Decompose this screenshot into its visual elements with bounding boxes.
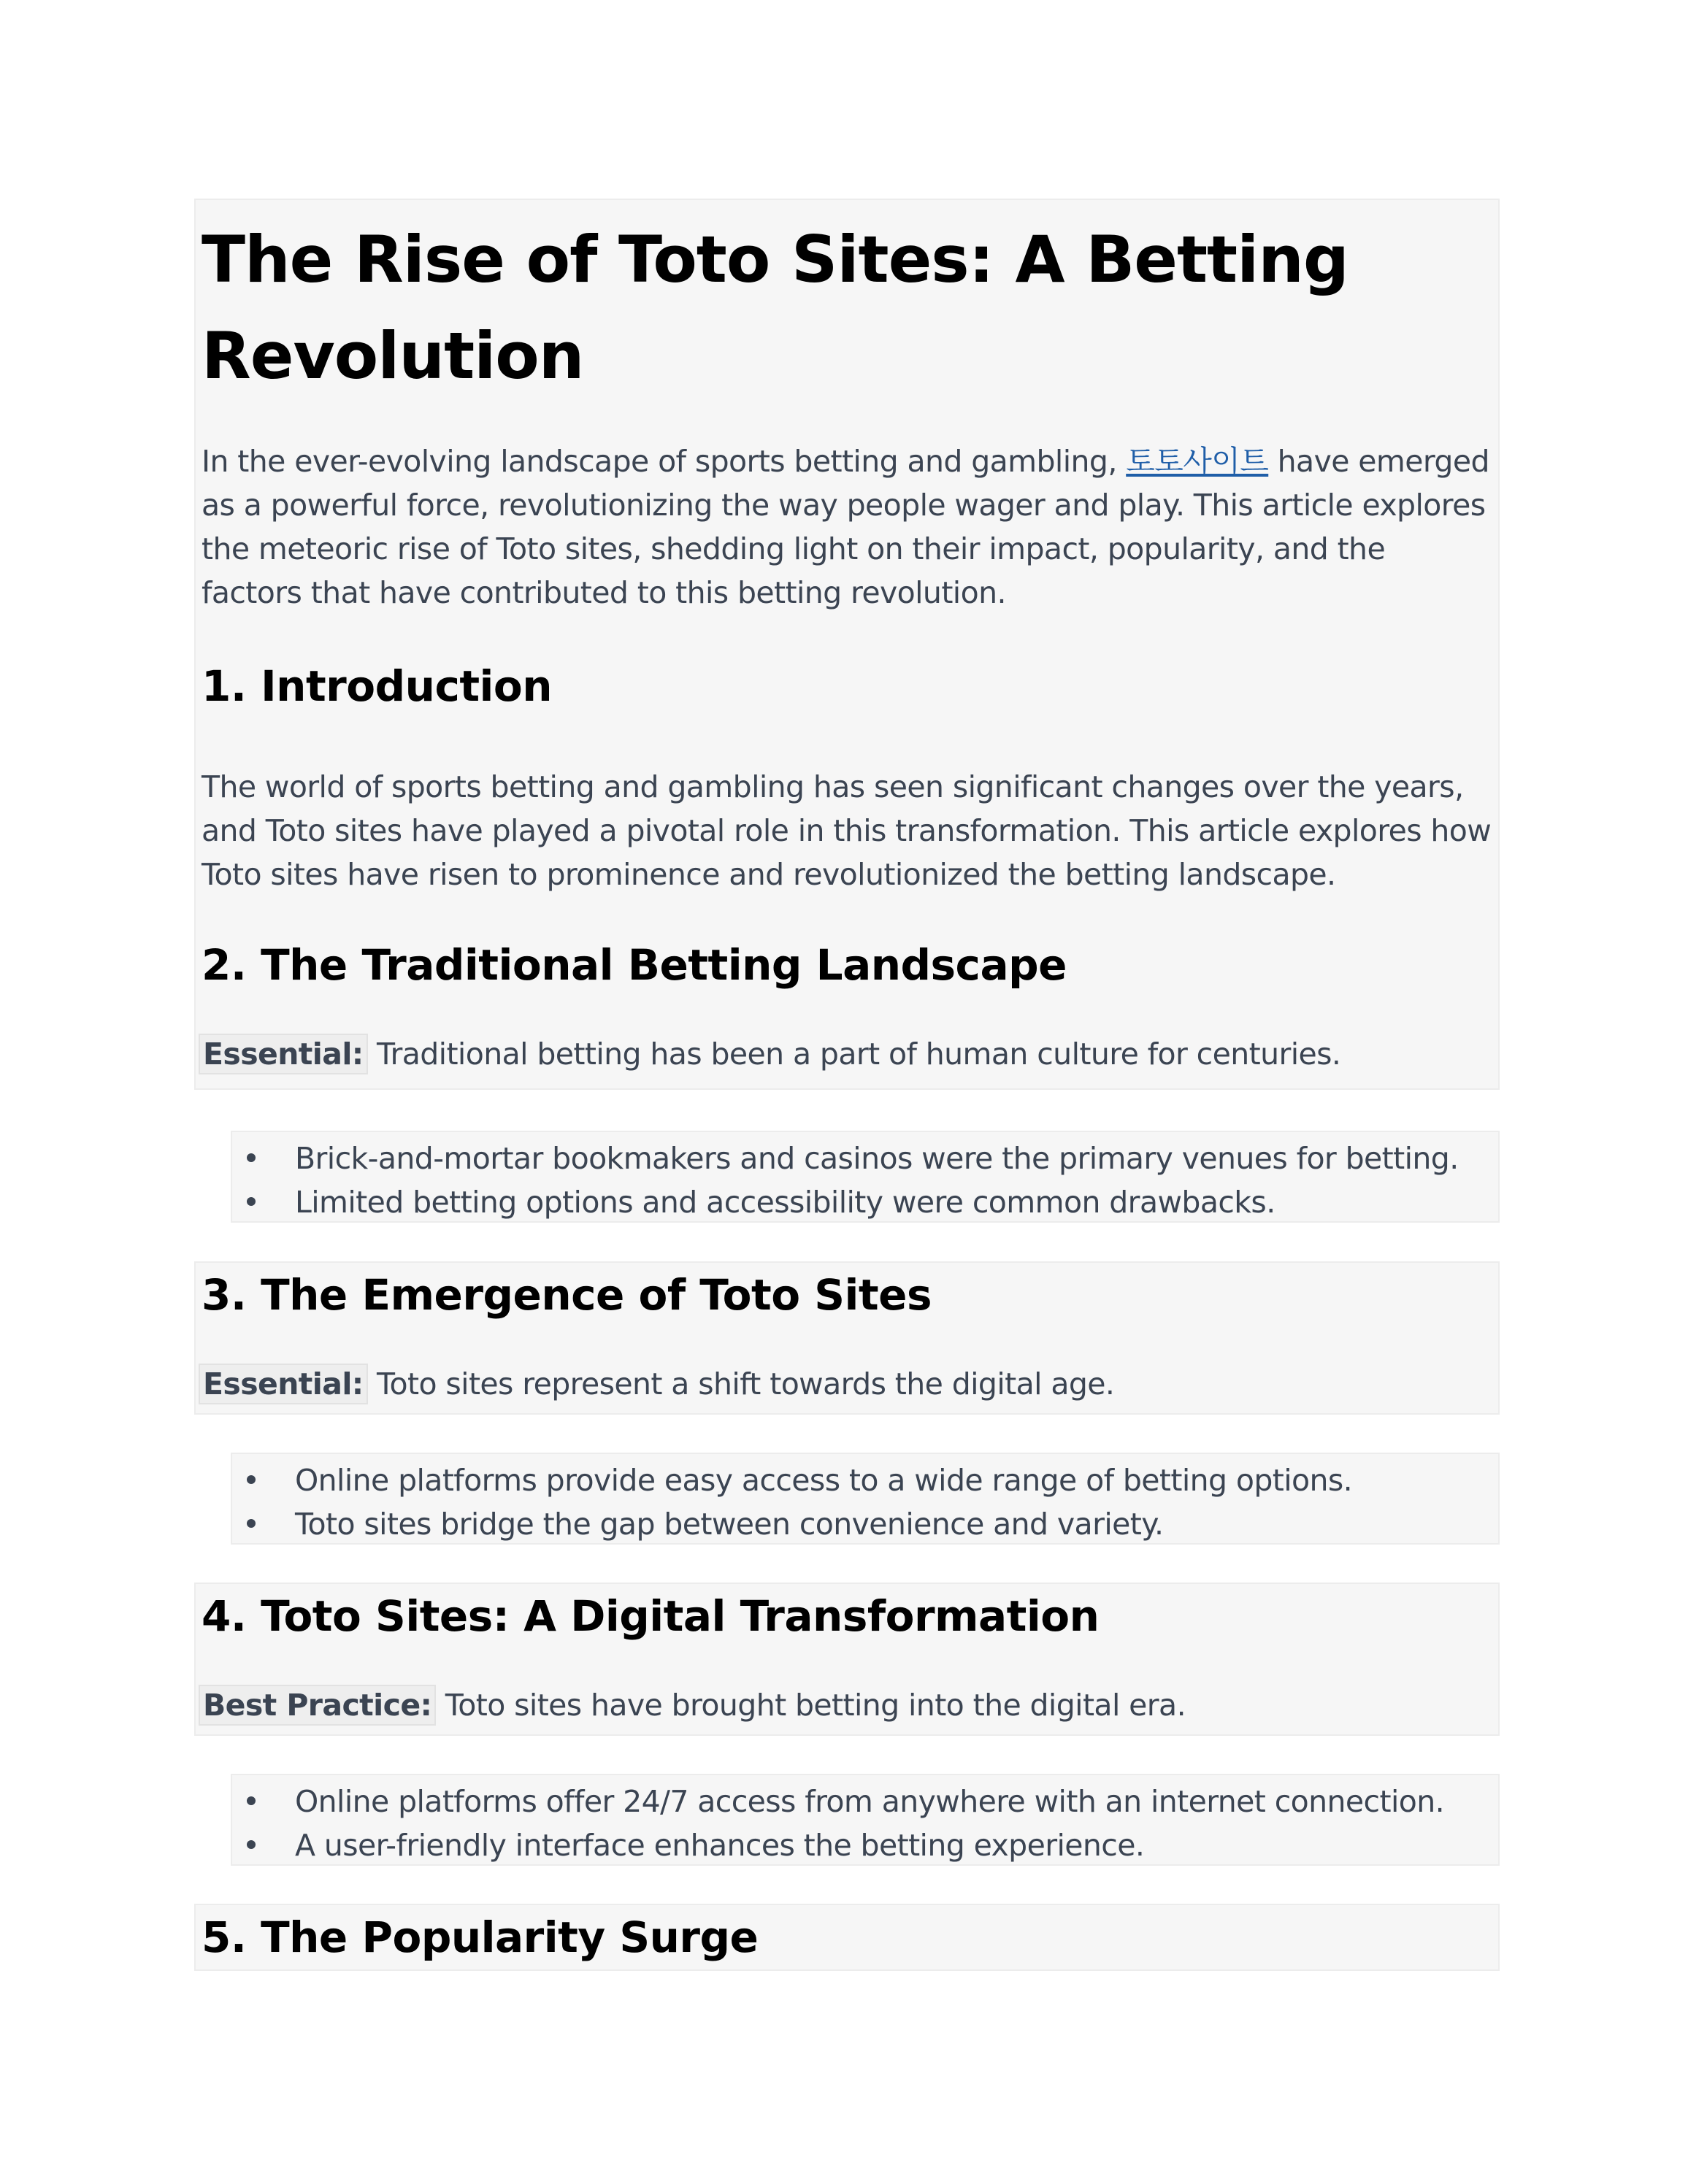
essential-tag: Essential: <box>199 1364 368 1404</box>
section2-heading: 2. The Traditional Betting Landscape <box>202 940 1067 990</box>
section3-block <box>194 1261 1500 1415</box>
list-item: A user-friendly interface enhances the betting experience. <box>247 1828 1144 1863</box>
section3-heading: 3. The Emergence of Toto Sites <box>202 1270 932 1320</box>
intro-line2: as a powerful force, revolutionizing the way people wager and play. This article explores <box>202 488 1486 523</box>
section1-line3: Toto sites have risen to prominence and revolutionized the betting landscape. <box>202 857 1336 892</box>
section4-best-practice <box>202 1688 1186 1723</box>
section3-essential-text: Toto sites represent a shift towards the digital age. <box>377 1366 1115 1401</box>
intro-line3: the meteoric rise of Toto sites, shedding light on their impact, popularity, and the <box>202 531 1386 566</box>
intro-line1-before: In the ever-evolving landscape of sports betting and gambling, <box>202 444 1117 479</box>
list-item: Online platforms offer 24/7 access from anywhere with an internet connection. <box>247 1784 1444 1819</box>
bullet-icon <box>247 1153 256 1162</box>
section5-block <box>194 1904 1500 1971</box>
section4-heading: 4. Toto Sites: A Digital Transformation <box>202 1591 1100 1641</box>
section1-heading: 1. Introduction <box>202 661 553 711</box>
section2-bullet-list <box>231 1131 1500 1223</box>
page-title-line1: The Rise of Toto Sites: A Betting <box>202 222 1349 297</box>
list-item: Brick-and-mortar bookmakers and casinos were the primary venues for betting. <box>247 1141 1459 1176</box>
section1-line1: The world of sports betting and gambling has seen significant changes over the years, <box>202 769 1464 804</box>
page-title <box>202 212 1349 404</box>
intro-line4: factors that have contributed to this betting revolution. <box>202 575 1006 610</box>
bullet-icon <box>247 1197 256 1206</box>
section5-heading: 5. The Popularity Surge <box>202 1912 759 1962</box>
bullet-icon <box>247 1519 256 1528</box>
bullet-icon <box>247 1840 256 1849</box>
list-item: Online platforms provide easy access to a wide range of betting options. <box>247 1463 1352 1498</box>
bullet-icon <box>247 1475 256 1484</box>
toto-site-link[interactable]: 토토사이트 <box>1126 444 1269 479</box>
page-title-line2: Revolution <box>202 318 584 393</box>
best-practice-tag: Best Practice: <box>199 1685 436 1726</box>
bullet-icon <box>247 1796 256 1805</box>
section3-bullet-list <box>231 1453 1500 1545</box>
intro-line1-after: have emerged <box>1277 444 1489 479</box>
list-item: Toto sites bridge the gap between convenience and variety. <box>247 1507 1163 1542</box>
intro-paragraph <box>202 439 1489 615</box>
section1-paragraph <box>202 765 1491 896</box>
article-main-block <box>194 199 1500 1090</box>
section1-line2: and Toto sites have played a pivotal role in this transformation. This article explores how <box>202 813 1492 848</box>
section4-bullet-list <box>231 1774 1500 1866</box>
section2-essential <box>202 1037 1340 1072</box>
section3-essential <box>202 1366 1114 1401</box>
section4-best-practice-text: Toto sites have brought betting into the digital era. <box>445 1688 1186 1723</box>
list-item: Limited betting options and accessibility were common drawbacks. <box>247 1185 1275 1220</box>
section2-essential-text: Traditional betting has been a part of human culture for centuries. <box>377 1037 1341 1072</box>
essential-tag: Essential: <box>199 1034 368 1074</box>
section4-block <box>194 1583 1500 1736</box>
